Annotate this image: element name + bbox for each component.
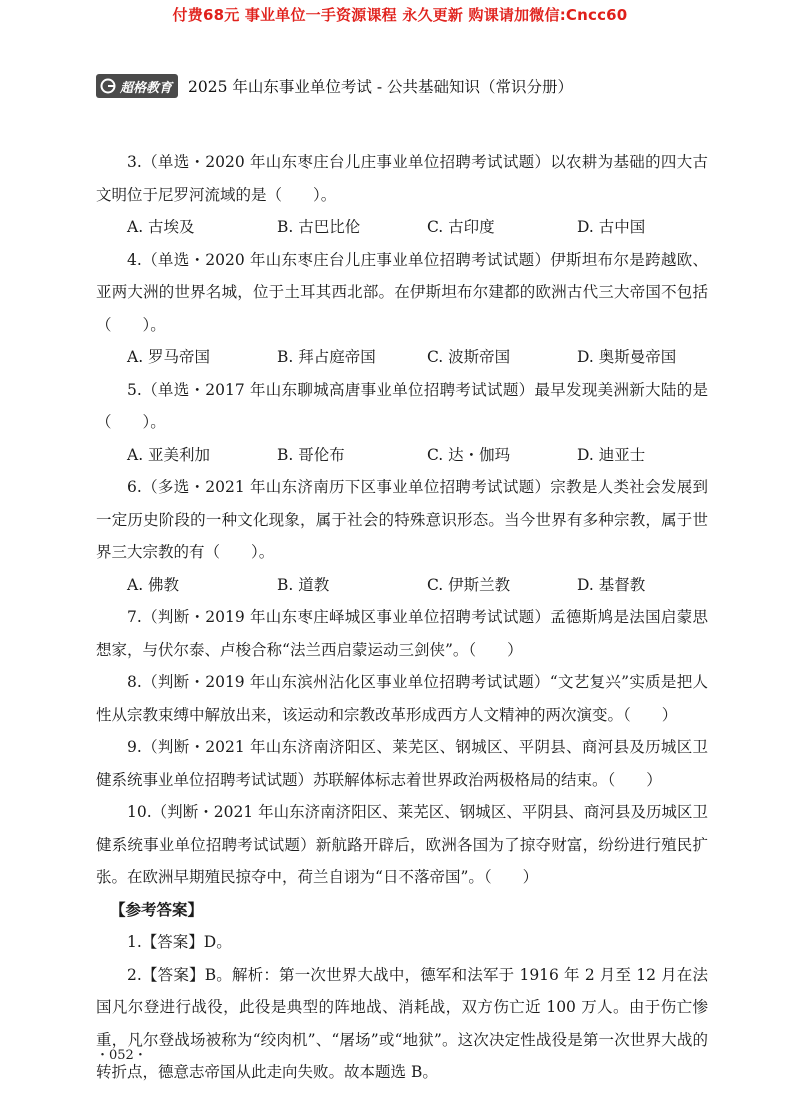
page-content — [96, 146, 708, 1089]
question-text-line: 9.（判断・2021 年山东济南济阳区、莱芜区、钢城区、平阴县、商河县及历城区卫健系统 — [96, 738, 708, 789]
answer-options — [96, 439, 708, 472]
answer-explanation-line: 2.【答案】B。解析：第一次世界大战中，德军和法军于 1916 年 2 月至 12 月在法国凡尔 — [96, 965, 708, 1016]
question-text-line: 于尼罗河流域的是（ ）。 — [142, 185, 337, 204]
logo-swirl-icon — [100, 78, 116, 94]
question-text — [96, 244, 708, 342]
answer-option: C. 波斯帝国 — [427, 348, 511, 366]
question-text-line: 洲的世界名城，位于土耳其西北部。在伊斯坦布尔建都的欧洲古代三大帝国不包括（ ）。 — [96, 283, 708, 334]
question-text-line: 洲早期殖民掠夺中，荷兰自诩为“日不落帝国”。（ ） — [158, 868, 539, 886]
promo-banner: 付费68元 事业单位一手资源课程 永久更新 购课请加微信:Cncc60 — [172, 6, 628, 24]
question-text-line: 4.（单选・2020 年山东枣庄台儿庄事业单位招聘考试试题）伊斯坦布尔是跨越欧、亚两大 — [96, 250, 708, 301]
answer-option: D. 古中国 — [577, 218, 646, 236]
question-text — [96, 666, 708, 731]
answer-explanation — [96, 959, 708, 1089]
question-text-line: 宗教束缚中解放出来，该运动和宗教改革形成西方人文精神的两次演变。（ ） — [127, 705, 678, 724]
question-text-line: 与伏尔泰、卢梭合称“法兰西启蒙运动三剑侠”。（ ） — [142, 640, 523, 659]
question-text-line: 8.（判断・2019 年山东滨州沾化区事业单位招聘考试试题）“文艺复兴”实质是把人性从 — [96, 673, 708, 724]
answer-options — [96, 341, 708, 374]
answer-option: B. 拜占庭帝国 — [277, 348, 376, 366]
answer-option: C. 古印度 — [427, 218, 495, 236]
answer-option: B. 道教 — [277, 575, 330, 594]
answer-option: B. 哥伦布 — [277, 445, 345, 464]
question-text-line: 史阶段的一种文化现象，属于社会的特殊意识形态。当今世界有多种宗教，属于世界三大宗教 — [96, 510, 708, 561]
logo-text: 超格教育 — [120, 80, 173, 96]
question-text — [96, 146, 708, 211]
answer-option: D. 奥斯曼帝国 — [577, 348, 677, 366]
question-text — [96, 374, 708, 439]
answer-options — [96, 211, 708, 244]
answer-explanation — [96, 926, 708, 959]
answer-option: D. 迪亚士 — [577, 445, 646, 464]
answer-explanation-line: 场被称为“绞肉机”、“屠场”或“地狱”。这次决定性战役是第一次世界大战的转折点，德 — [96, 1030, 708, 1081]
question-text — [96, 796, 708, 894]
answer-explanation-line: 1.【答案】D。 — [127, 933, 232, 951]
answer-option: A. 罗马帝国 — [127, 348, 211, 366]
answer-option: B. 古巴比伦 — [277, 218, 361, 236]
question-text-line: 事业单位招聘考试试题）苏联解体标志着世界政治两极格局的结束。（ ） — [142, 770, 662, 789]
answer-option: A. 古埃及 — [127, 218, 195, 236]
question-text-line: 的有（ ）。 — [173, 543, 275, 561]
question-text — [96, 601, 708, 666]
question-text-line: 统事业单位招聘考试试题）新航路开辟后，欧洲各国为了掠夺财富，纷纷进行殖民扩张。在欧 — [96, 835, 708, 886]
answer-option: A. 亚美利加 — [127, 445, 211, 464]
answer-explanation-line: 登进行战役，此役是典型的阵地战、消耗战，双方伤亡近 100 万人。由于伤亡惨重，凡尔登战 — [96, 998, 708, 1049]
answers-section-title: 【参考答案】 — [110, 899, 204, 919]
answer-option: A. 佛教 — [127, 575, 180, 594]
question-text — [96, 731, 708, 796]
question-text — [96, 471, 708, 569]
answer-option: C. 伊斯兰教 — [427, 575, 511, 594]
question-text-line: 10.（判断・2021 年山东济南济阳区、莱芜区、钢城区、平阴县、商河县及历城区卫健系 — [96, 803, 708, 854]
publisher-logo — [96, 74, 178, 98]
answer-option: C. 达・伽玛 — [427, 445, 511, 464]
page-number: ・052・ — [96, 1048, 147, 1063]
question-text-line: 3.（单选・2020 年山东枣庄台儿庄事业单位招聘考试试题）以农耕为基础的四大古文明位 — [96, 153, 708, 204]
question-text-line: 7.（判断・2019 年山东枣庄峄城区事业单位招聘考试试题）孟德斯鸠是法国启蒙思想家， — [96, 608, 708, 659]
page-header — [96, 74, 710, 98]
question-text-line: 6.（多选・2021 年山东济南历下区事业单位招聘考试试题）宗教是人类社会发展到一定历 — [96, 478, 708, 529]
answer-option: D. 基督教 — [577, 575, 646, 594]
question-text-line: 5.（单选・2017 年山东聊城高唐事业单位招聘考试试题）最早发现美洲新大陆的是（ ）。 — [96, 380, 708, 431]
answer-options — [96, 569, 708, 602]
document-title: 2025 年山东事业单位考试 - 公共基础知识（常识分册） — [188, 78, 573, 96]
answer-explanation-line: 意志帝国从此走向失败。故本题选 B。 — [173, 1063, 438, 1081]
